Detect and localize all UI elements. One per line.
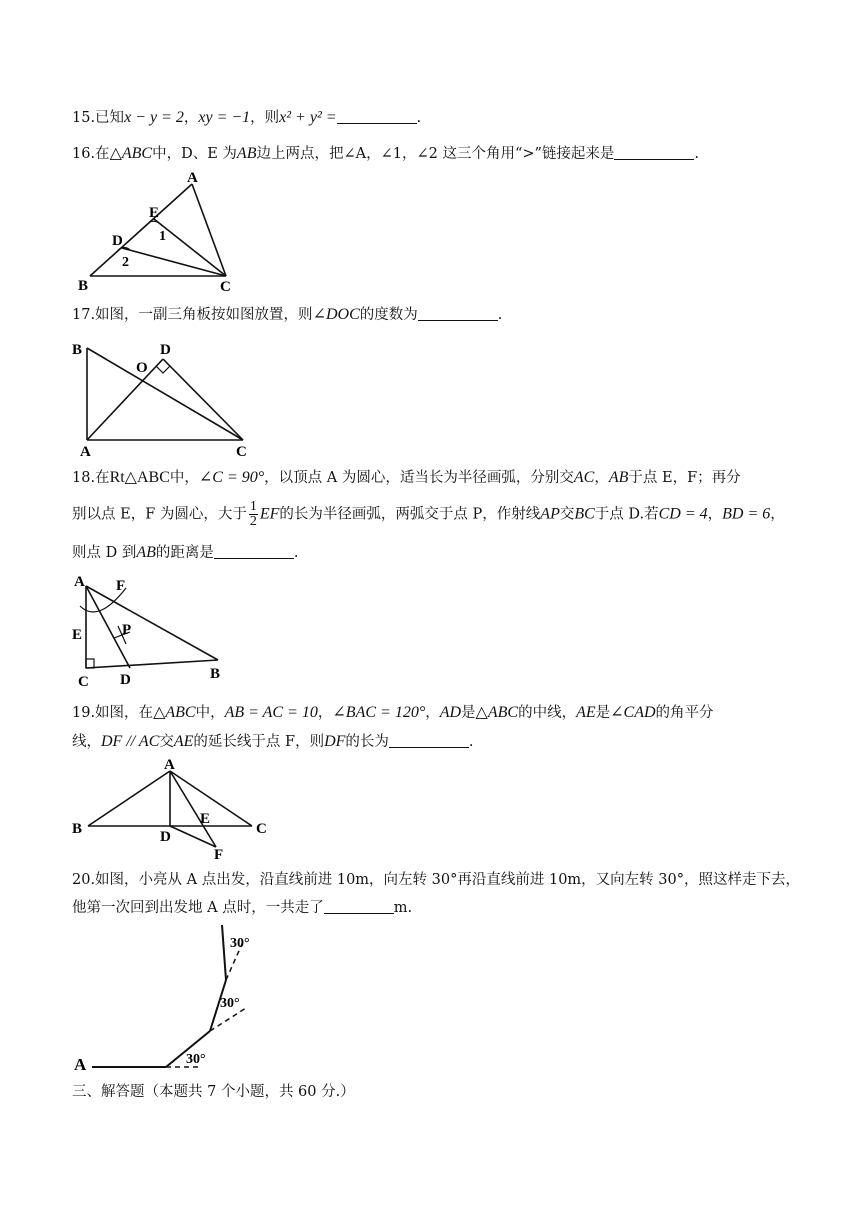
q18-label-e: E [72,627,83,643]
q19-text: 19.如图，在 [72,705,154,721]
q16-label-e: E [149,205,160,221]
question-19-line-2 [72,732,474,752]
q16-triangle: △ABC [109,145,153,162]
q20-text: 20.如图，小亮从 A 点出发，沿直线前进 10m，向左转 30°再沿直线前进 10m，又向左转 30°，照这样走下去， [72,872,800,888]
q18-math: ∠C = 90° [198,469,265,486]
q16-prefix: 16.在 [72,146,110,162]
q18-math: AP [540,505,560,523]
question-18-line-1 [72,468,741,488]
q17-label-o: O [136,360,148,376]
q19-label-e: E [200,811,211,827]
q19-math: DF // AC [101,733,160,750]
q19-label-c: C [256,821,267,837]
q19-math: AD [439,704,462,721]
q15-condition-1: x − y = 2 [124,109,184,126]
question-18-line-2 [72,500,785,529]
q17-text-1: 17.如图，一副三角板按如图放置，则 [72,307,313,323]
q16-label-c: C [220,279,231,295]
question-16 [72,144,699,164]
q19-text: 的长为 [345,734,389,750]
q19-label-a: A [164,757,175,773]
q18-text: 交 [559,506,575,523]
q16-segment: AB [236,145,257,162]
q19-math: AE [576,704,596,721]
q16-text-1: 中，D、E 为 [152,146,237,162]
q18-text: 18.在 [72,470,110,486]
q16-label-b: B [78,278,89,294]
q18-math: EF [259,505,280,523]
q18-text: 于点 D.若 [594,506,659,523]
q20-angle-label-2: 30° [220,996,240,1011]
q19-math: ∠BAC = 120° [332,704,426,721]
q18-text: 别以点 E，F 为圆心，大于 [72,506,247,523]
section-3-title: 三、解答题（本题共 7 个小题，共 60 分.） [72,1084,355,1100]
question-17 [72,305,502,325]
q20-answer-blank[interactable] [324,899,394,914]
q19-math: △ABC [153,704,196,721]
q18-math: AB [136,544,156,561]
q18-fraction-numerator: 1 [249,499,257,514]
q19-text: 是 [595,705,611,721]
q17-label-c: C [236,444,247,460]
q16-answer-blank[interactable] [614,145,694,160]
q19-math: △ABC [475,704,519,721]
q15-middle: ，则 [250,110,280,126]
q19-label-d: D [160,829,171,845]
q18-end: . [293,545,299,561]
q18-math: CD = 4 [658,505,708,523]
q16-end: . [694,146,700,162]
q16-figure [70,170,250,295]
q18-text: ， [770,506,785,523]
q15-expression: x² + y² = [279,109,337,126]
q18-text: 则点 D 到 [72,545,137,561]
q17-label-d: D [160,342,171,358]
q19-text: ， [317,705,333,721]
question-20-line-2 [72,898,412,918]
q18-fraction-denominator: 2 [249,514,257,529]
question-20-line-1 [72,870,800,890]
q18-text: ， [594,470,609,486]
q20-unit: m. [393,900,413,916]
q19-text: 的延长线于点 F，则 [193,734,325,750]
q19-answer-blank[interactable] [389,733,469,748]
q19-text: 的角平分 [655,705,714,721]
q18-text: 的距离是 [155,545,214,561]
q19-math: ∠CAD [610,704,656,721]
q18-math: Rt△ABC [109,469,170,486]
q19-text: 线， [72,734,101,750]
q15-prefix: 15.已知 [72,110,125,126]
q19-label-b: B [72,821,83,837]
q15-end: . [416,110,422,126]
q16-label-a: A [187,170,198,186]
q19-text: 中， [195,705,225,721]
q20-angle-label-3: 30° [230,936,250,951]
q18-label-b: B [210,666,221,682]
q20-angle-label-1: 30° [186,1052,206,1067]
q19-text: 交 [159,734,174,750]
q19-text: 是 [461,705,476,721]
q15-separator: ， [183,110,199,126]
q16-label-1: 1 [159,229,166,244]
q19-figure [68,755,278,865]
q18-figure [68,572,238,690]
q18-text: 于点 E，F；再分 [628,470,741,486]
q18-text: ， [707,506,723,523]
q19-math: DF [324,733,346,750]
q17-answer-blank[interactable] [418,306,498,321]
q18-math: AB [608,469,629,486]
q18-math: BC [574,505,595,523]
q18-label-f: F [116,578,126,594]
q18-text: ，以顶点 A 为圆心，适当长为半径画弧，分别交 [264,470,574,486]
q20-figure [70,920,270,1080]
q15-condition-2: xy = −1 [198,109,251,126]
q19-math: AE [173,733,194,750]
q17-angle: ∠DOC [312,306,360,323]
q19-math: AB = AC = 10 [224,704,318,721]
section-3-heading [72,1082,355,1102]
q18-label-c: C [78,674,89,690]
q18-label-a: A [74,574,85,590]
q16-label-2: 2 [122,255,129,270]
q18-math: AC [573,469,595,486]
q18-text: 中， [169,470,199,486]
q16-label-d: D [112,233,123,249]
q19-end: . [468,734,474,750]
q19-text: 的中线， [518,705,577,721]
question-15 [72,108,421,128]
q18-math: BD = 6 [722,505,771,523]
q18-text: 的长为半径画弧，两弧交于点 P，作射线 [279,506,541,523]
q17-label-a: A [80,444,91,460]
question-19-line-1 [72,703,714,723]
q17-end: . [497,307,503,323]
q17-label-b: B [72,342,83,358]
q18-fraction [249,500,258,529]
q18-answer-blank[interactable] [214,544,294,559]
q16-text-2: 边上两点，把∠A，∠1，∠2 这三个角用“>”链接起来是 [256,146,615,162]
q17-figure [68,338,258,463]
q18-label-d: D [120,672,131,688]
q20-label-a: A [74,1055,87,1074]
q20-text: 他第一次回到出发地 A 点时，一共走了 [72,900,324,916]
q18-label-p: P [122,622,132,638]
question-18-line-3 [72,543,299,563]
q17-text-2: 的度数为 [359,307,418,323]
q19-text: ， [425,705,440,721]
q15-answer-blank[interactable] [337,109,417,124]
q19-label-f: F [214,847,224,863]
